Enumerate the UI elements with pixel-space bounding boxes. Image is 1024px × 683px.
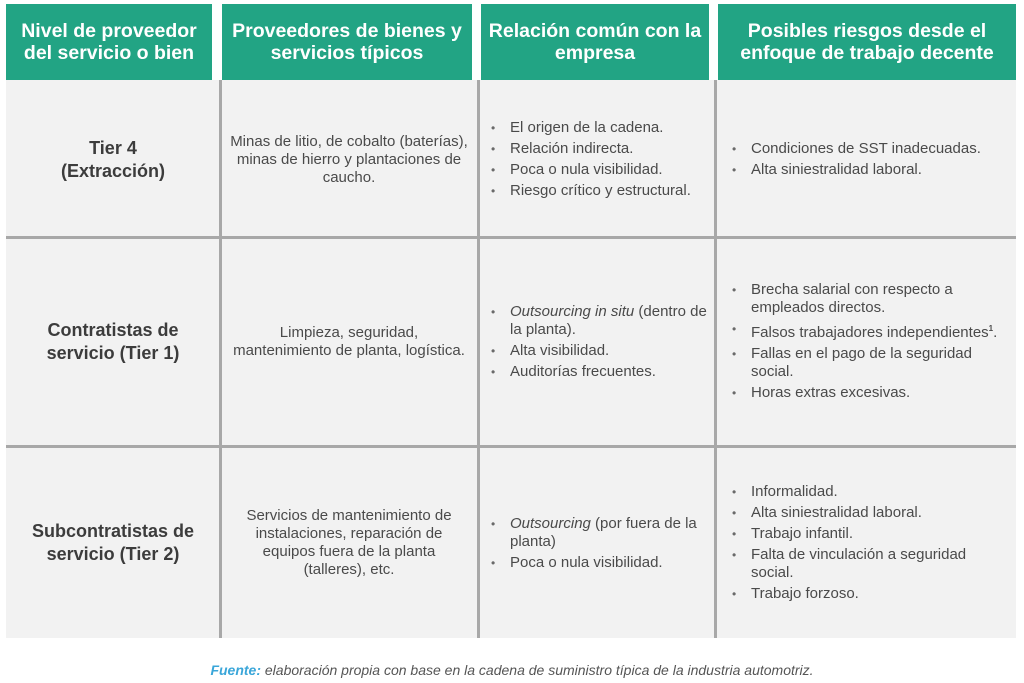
table-row-3-risks bbox=[718, 448, 1016, 638]
table-row-1-suppliers bbox=[222, 84, 476, 235]
list-item: • Falta de vinculación a seguridad social. bbox=[730, 546, 1010, 582]
risk-text-tail: . bbox=[993, 324, 998, 341]
relation-list bbox=[489, 300, 709, 384]
table-row-1-risks bbox=[718, 84, 1016, 235]
source-label: Fuente: bbox=[210, 662, 261, 678]
suppliers-text: Limpieza, seguridad, mantenimiento de planta, logística. bbox=[233, 323, 465, 359]
list-item bbox=[489, 515, 709, 551]
table-row-1-relation bbox=[481, 84, 713, 235]
list-item: • Alta siniestralidad laboral. bbox=[730, 504, 1010, 522]
risks-list bbox=[730, 137, 981, 182]
table-row-1-level bbox=[6, 84, 220, 235]
source-note bbox=[0, 662, 1024, 678]
list-item: • Poca o nula visibilidad. bbox=[489, 554, 709, 572]
risk-text: Falsos trabajadores independientes bbox=[751, 324, 989, 341]
risks-list bbox=[730, 278, 1010, 405]
level-label: Tier 4 (Extracción) bbox=[60, 137, 166, 181]
level-label: Subcontratistas de servicio (Tier 2) bbox=[31, 521, 195, 564]
list-item: • Alta visibilidad. bbox=[489, 342, 709, 360]
list-item: • Auditorías frecuentes. bbox=[489, 363, 709, 381]
level-label: Contratistas de servicio (Tier 1) bbox=[46, 319, 180, 363]
list-item: • Trabajo forzoso. bbox=[730, 585, 1010, 603]
source-text: elaboración propia con base en la cadena de suministro típica de la industria automotriz. bbox=[264, 662, 814, 678]
suppliers-text: Servicios de mantenimiento de instalaciones, reparación de equipos fuera de la planta (talleres), etc. bbox=[246, 507, 452, 578]
table-row-2-suppliers bbox=[222, 239, 476, 444]
list-item: • Informalidad. bbox=[730, 483, 1010, 501]
list-item bbox=[489, 303, 709, 339]
relation-list bbox=[489, 116, 691, 203]
list-item: • Condiciones de SST inadecuadas. bbox=[730, 140, 981, 158]
list-item: • Trabajo infantil. bbox=[730, 525, 1010, 543]
table-row-3-level bbox=[6, 448, 220, 638]
list-item: • El origen de la cadena. bbox=[489, 119, 691, 137]
suppliers-text: Minas de litio, de cobalto (baterías), minas de hierro y plantaciones de caucho. bbox=[230, 132, 468, 186]
footnote-marker: 1 bbox=[988, 324, 994, 333]
outsourcing-detail: (dentro de la planta). bbox=[510, 302, 707, 338]
risks-list bbox=[730, 480, 1010, 606]
table-row-3-suppliers bbox=[222, 448, 476, 638]
list-item: • Alta siniestralidad laboral. bbox=[730, 161, 981, 179]
table-row-2-relation bbox=[481, 239, 713, 444]
column-divider bbox=[477, 80, 480, 638]
relation-list bbox=[489, 512, 709, 575]
list-item: • Poca o nula visibilidad. bbox=[489, 161, 691, 179]
header-relation: Relación común con la empresa bbox=[481, 4, 709, 80]
list-item: • Brecha salarial con respecto a empleados directos. bbox=[730, 281, 1010, 317]
header-suppliers: Proveedores de bienes y servicios típicos bbox=[222, 4, 472, 80]
header-level: Nivel de proveedor del servicio o bien bbox=[6, 4, 212, 80]
list-item: • Relación indirecta. bbox=[489, 140, 691, 158]
table-row-2-level bbox=[6, 239, 220, 444]
column-divider bbox=[714, 80, 717, 638]
outsourcing-term: Outsourcing bbox=[510, 514, 591, 532]
list-item: • Horas extras excesivas. bbox=[730, 384, 1010, 402]
header-risks: Posibles riesgos desde el enfoque de trabajo decente bbox=[718, 4, 1016, 80]
outsourcing-term: Outsourcing in situ bbox=[510, 302, 635, 320]
table-row-2-risks bbox=[718, 239, 1016, 444]
list-item bbox=[730, 320, 1010, 342]
list-item: • Fallas en el pago de la seguridad social. bbox=[730, 345, 1010, 381]
table-row-3-relation bbox=[481, 448, 713, 638]
list-item: • Riesgo crítico y estructural. bbox=[489, 182, 691, 200]
outsourcing-detail: (por fuera de la planta) bbox=[510, 514, 697, 550]
